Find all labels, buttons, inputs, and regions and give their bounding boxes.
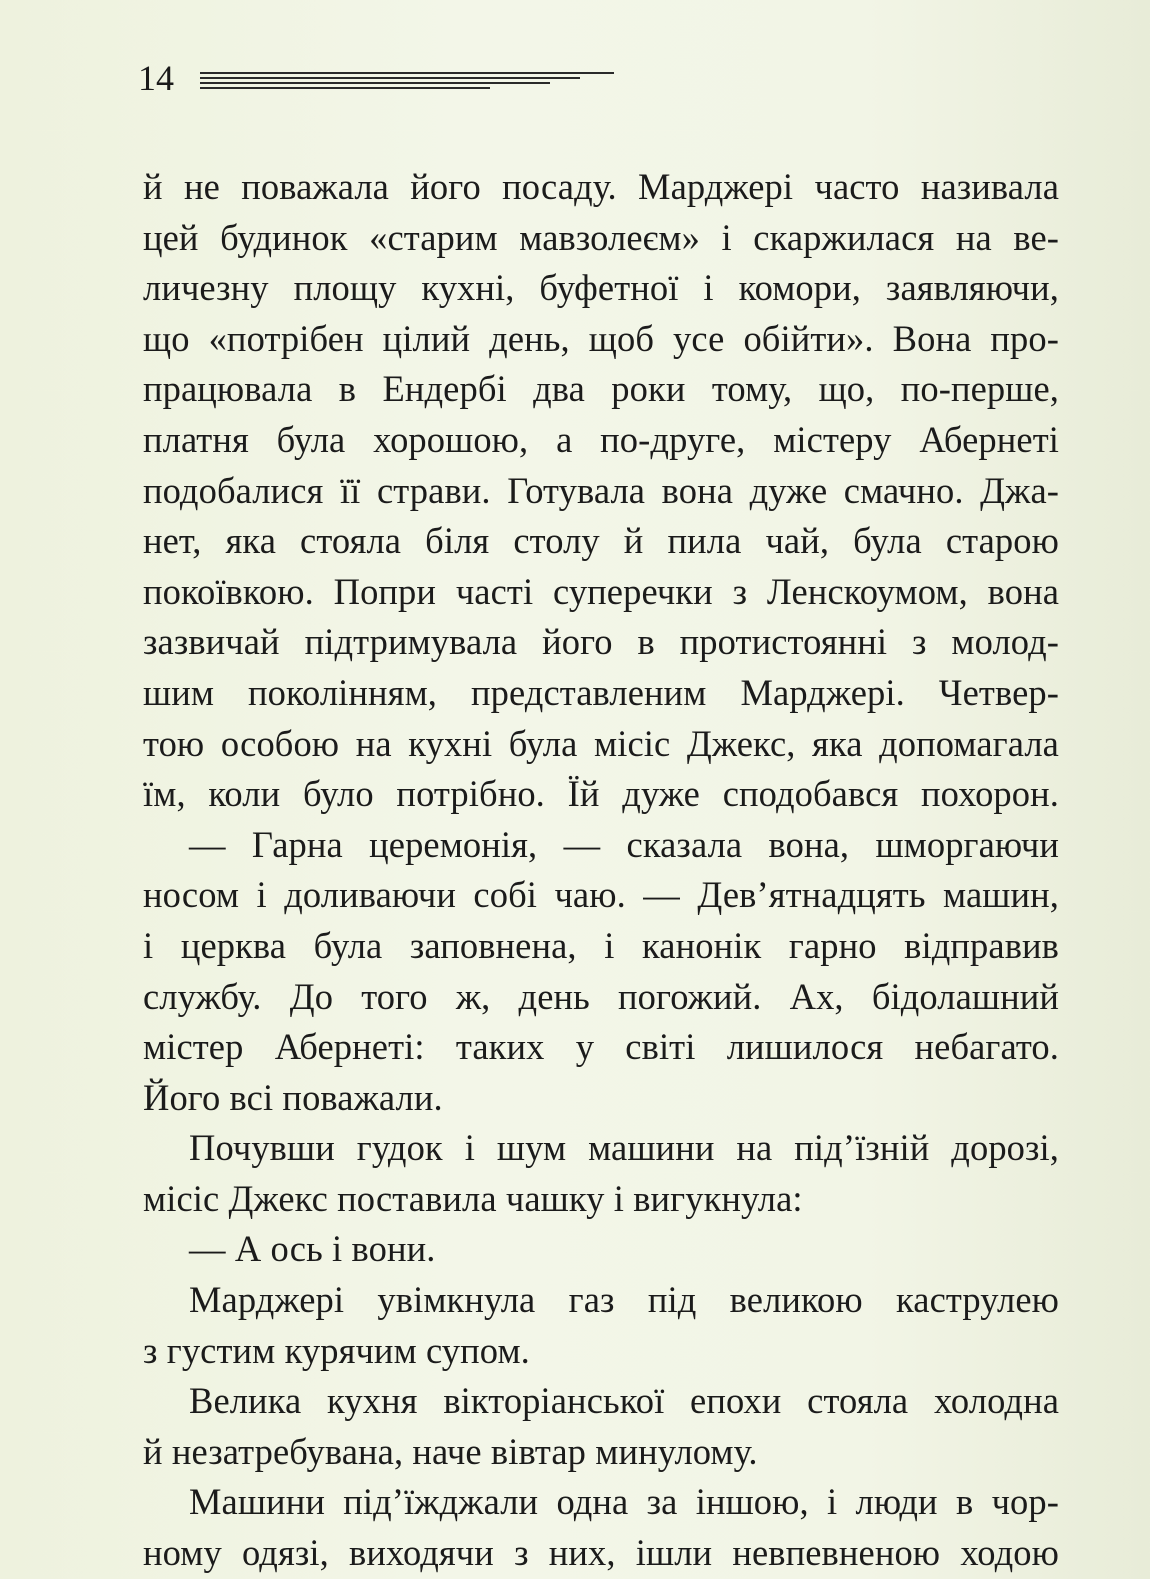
text-line: нет, яка стояла біля столу й пила чай, була старою: [143, 520, 1059, 562]
header-rule-line: [200, 82, 550, 84]
text-line: цей будинок «старим мавзолеєм» і скаржилася на ве-: [143, 216, 1059, 258]
text-line: їм, коли було потрібно. Їй дуже сподобався похорон.: [143, 773, 1059, 815]
text-line: тою особою на кухні була місіс Джекс, яка допомагала: [143, 722, 1059, 764]
text-line: шим поколінням, представленим Марджері. Четвер-: [143, 671, 1059, 713]
text-line: подобалися її страви. Готувала вона дуже смачно. Джа-: [143, 469, 1059, 511]
text-line: Машини під’їжджали одна за іншою, і люди в чор-: [189, 1481, 1059, 1523]
body-text: [143, 162, 1059, 1579]
page-number: 14: [138, 58, 174, 98]
text-line: службу. До того ж, день погожий. Ах, бідолашний: [143, 975, 1059, 1017]
text-line: — Гарна церемонія, — сказала вона, шморгаючи: [189, 823, 1059, 865]
text-line: платня була хорошою, а по-друге, містеру Абернеті: [143, 418, 1059, 460]
text-line: містер Абернеті: таких у світі лишилося небагато.: [143, 1026, 1059, 1068]
text-line: місіс Джекс поставила чашку і вигукнула:: [143, 1177, 803, 1219]
text-line: працювала в Ендербі два роки тому, що, по-перше,: [143, 368, 1059, 410]
text-line: і церква була заповнена, і канонік гарно відправив: [143, 924, 1059, 966]
text-line: Марджері увімкнула газ під великою каструлею: [189, 1279, 1059, 1321]
text-line: личезну площу кухні, буфетної і комори, заявляючи,: [143, 267, 1059, 309]
text-line: й не поважала його посаду. Марджері часто називала: [143, 166, 1059, 207]
text-line: з густим курячим супом.: [143, 1329, 530, 1371]
header-rule: [200, 72, 614, 90]
text-line: Його всі поважали.: [143, 1076, 443, 1118]
header-rule-line: [200, 87, 490, 89]
page-header: [138, 58, 618, 98]
text-line: Велика кухня вікторіанської епохи стояла холодна: [189, 1380, 1059, 1422]
text-line: й незатребувана, наче вівтар минулому.: [143, 1430, 758, 1472]
text-line: покоївкою. Попри часті суперечки з Ленскоумом, вона: [143, 570, 1059, 612]
text-line: носом і доливаючи собі чаю. — Дев’ятнадцять машин,: [143, 874, 1059, 916]
text-line: що «потрібен цілий день, щоб усе обійти». Вона про-: [143, 317, 1059, 359]
header-rule-line: [200, 77, 580, 79]
text-line: — А ось і вони.: [189, 1228, 436, 1270]
text-line: ному одязі, виходячи з них, ішли невпевненою ходою: [143, 1532, 1059, 1574]
text-line: зазвичай підтримувала його в протистоянні з молод-: [143, 621, 1059, 663]
text-line: Почувши гудок і шум машини на під’їзній дорозі,: [189, 1127, 1059, 1169]
header-rule-line: [200, 72, 614, 74]
